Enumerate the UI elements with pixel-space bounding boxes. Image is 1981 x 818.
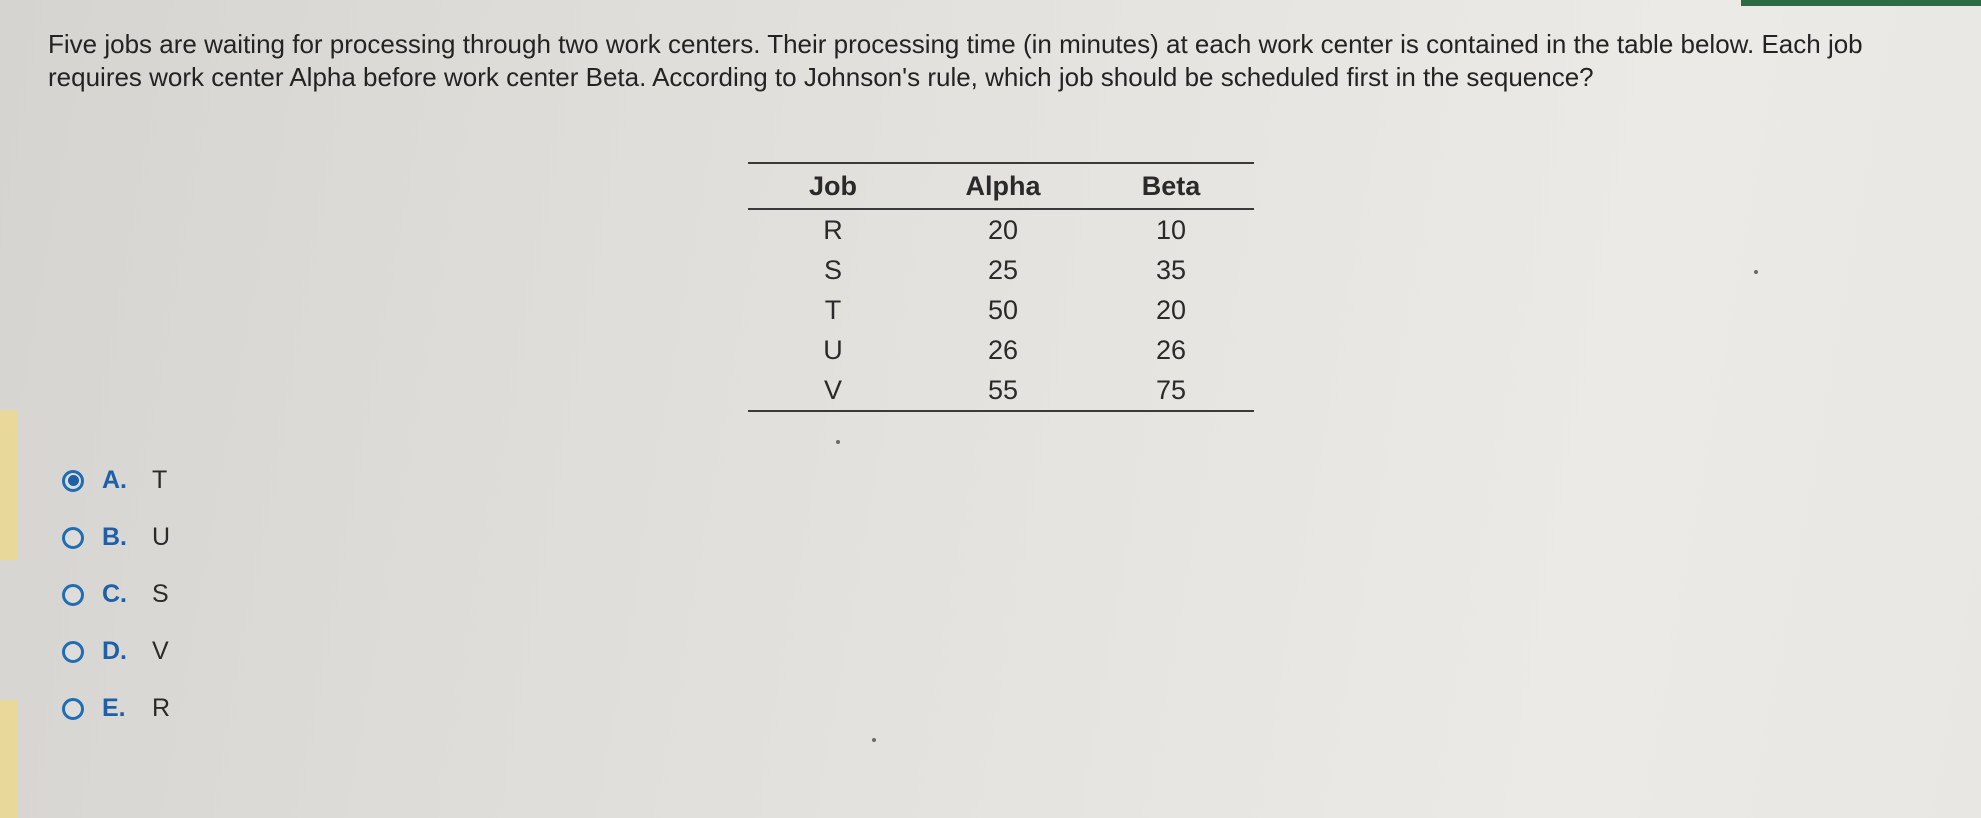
table-row: [748, 250, 1254, 290]
option-letter: D.: [102, 637, 127, 665]
radio-button[interactable]: [62, 584, 84, 606]
cell-alpha: 50: [987, 294, 1019, 325]
cell-job: S: [823, 254, 842, 285]
cell-beta: 26: [1155, 334, 1187, 365]
cell-beta: 75: [1155, 374, 1187, 405]
option-b[interactable]: [62, 509, 170, 566]
top-accent-bar: [1741, 0, 1981, 6]
header-job: Job: [808, 170, 857, 201]
cell-alpha: 20: [987, 214, 1019, 245]
table-header-row: [748, 163, 1254, 209]
option-text: S: [152, 580, 169, 608]
cell-job: V: [823, 374, 842, 405]
table-row: [748, 330, 1254, 370]
cell-beta: 20: [1155, 294, 1187, 325]
radio-button[interactable]: [62, 698, 84, 720]
cell-alpha: 26: [987, 334, 1019, 365]
radio-button[interactable]: [62, 527, 84, 549]
radio-button[interactable]: [62, 641, 84, 663]
header-beta: Beta: [1141, 170, 1201, 201]
option-letter: A.: [102, 466, 127, 494]
left-highlight-strip: [0, 700, 18, 818]
cell-job: R: [823, 214, 843, 245]
option-d[interactable]: [62, 623, 170, 680]
cell-beta: 35: [1155, 254, 1187, 285]
cell-job: U: [823, 334, 843, 365]
cell-alpha: 25: [987, 254, 1019, 285]
left-highlight-strip: [0, 410, 18, 560]
option-text: R: [152, 694, 171, 722]
table-row: [748, 370, 1254, 411]
option-a[interactable]: [62, 452, 170, 509]
dust-speck: [872, 738, 876, 742]
radio-button-selected[interactable]: [62, 470, 84, 492]
header-alpha: Alpha: [965, 170, 1041, 201]
option-letter: C.: [102, 580, 127, 608]
option-text: V: [152, 637, 169, 665]
processing-time-table: [748, 162, 1254, 412]
dust-speck: [836, 440, 840, 444]
radio-dot-icon: [68, 475, 79, 486]
cell-beta: 10: [1155, 214, 1187, 245]
option-e[interactable]: [62, 680, 170, 737]
option-text: U: [152, 523, 171, 551]
option-letter: B.: [102, 523, 127, 551]
option-text: T: [152, 466, 168, 494]
option-c[interactable]: [62, 566, 170, 623]
table-row: [748, 290, 1254, 330]
answer-options: [62, 452, 170, 737]
cell-job: T: [824, 294, 842, 325]
dust-speck: [1754, 270, 1758, 274]
question-text: Five jobs are waiting for processing through two work centers. Their processing time (in minutes) at each work center is contained in the table below. Each job requires work center Alpha before work center Beta. According to Johnson's rule, which job should be scheduled first in the sequence?: [48, 29, 1863, 92]
table-row: [748, 209, 1254, 250]
cell-alpha: 55: [987, 374, 1019, 405]
option-letter: E.: [102, 694, 126, 722]
